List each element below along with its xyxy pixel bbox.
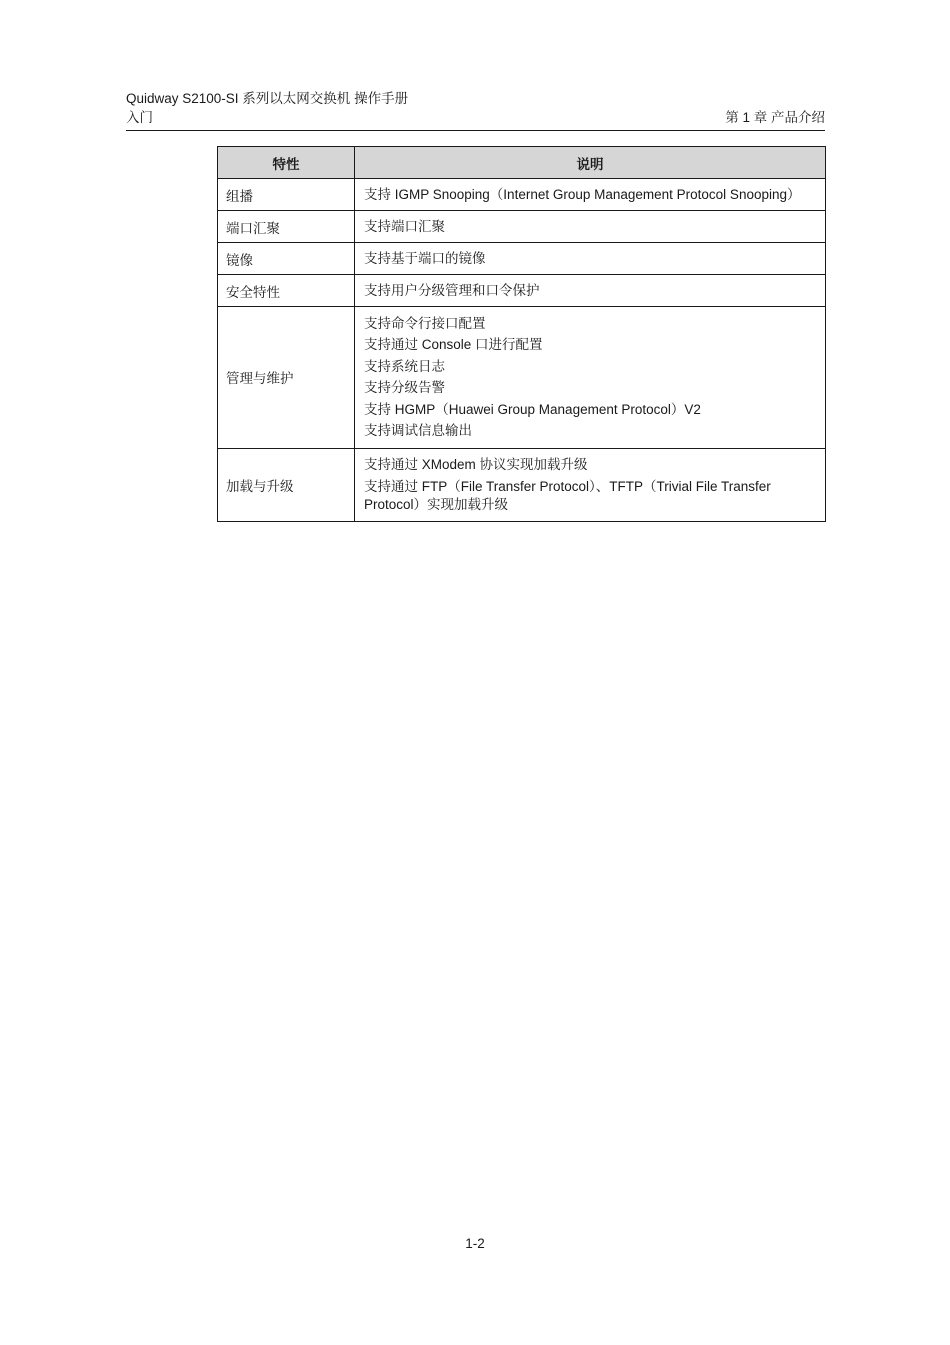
description-line: 支持系统日志 [364, 358, 445, 374]
description-line: 支持调试信息输出 [364, 423, 472, 438]
table-header-row [218, 147, 826, 179]
table-row [218, 211, 826, 243]
column-header-description: 说明 [355, 147, 826, 179]
description-line: 支持 HGMP（Huawei Group Management Protocol）V2 [364, 401, 701, 417]
table-row [218, 275, 826, 307]
column-header-feature: 特性 [218, 147, 355, 179]
table-row [218, 179, 826, 211]
chapter-title: 第 1 章 产品介绍 [725, 110, 825, 125]
description-line: 支持用户分级管理和口令保护 [364, 282, 540, 298]
feature-cell: 安全特性 [218, 275, 355, 307]
feature-table [217, 146, 826, 522]
page-header [126, 90, 825, 131]
description-cell [355, 179, 826, 211]
description-line: 支持 IGMP Snooping（Internet Group Management Protocol Snooping） [364, 186, 801, 202]
table-row [218, 307, 826, 449]
page-number: 1-2 [465, 1236, 485, 1251]
description-line: 支持通过 FTP（File Transfer Protocol）、TFTP（Trivial File Transfer Protocol）实现加载升级 [364, 478, 771, 512]
section-name: 入门 [126, 110, 153, 125]
description-cell [355, 448, 826, 522]
description-line: 支持端口汇聚 [364, 218, 445, 234]
table-row [218, 448, 826, 522]
description-line: 支持基于端口的镜像 [364, 250, 486, 266]
feature-cell: 镜像 [218, 243, 355, 275]
description-line: 支持通过 XModem 协议实现加载升级 [364, 457, 588, 472]
description-cell [355, 243, 826, 275]
feature-cell: 管理与维护 [218, 307, 355, 449]
description-line: 支持命令行接口配置 [364, 315, 486, 331]
description-line: 支持通过 Console 口进行配置 [364, 337, 543, 352]
feature-cell: 加载与升级 [218, 448, 355, 522]
description-cell [355, 211, 826, 243]
description-cell [355, 275, 826, 307]
feature-cell: 端口汇聚 [218, 211, 355, 243]
description-line: 支持分级告警 [364, 380, 445, 395]
table-row [218, 243, 826, 275]
description-cell [355, 307, 826, 449]
feature-cell: 组播 [218, 179, 355, 211]
document-title: Quidway S2100-SI 系列以太网交换机 操作手册 [126, 91, 409, 106]
